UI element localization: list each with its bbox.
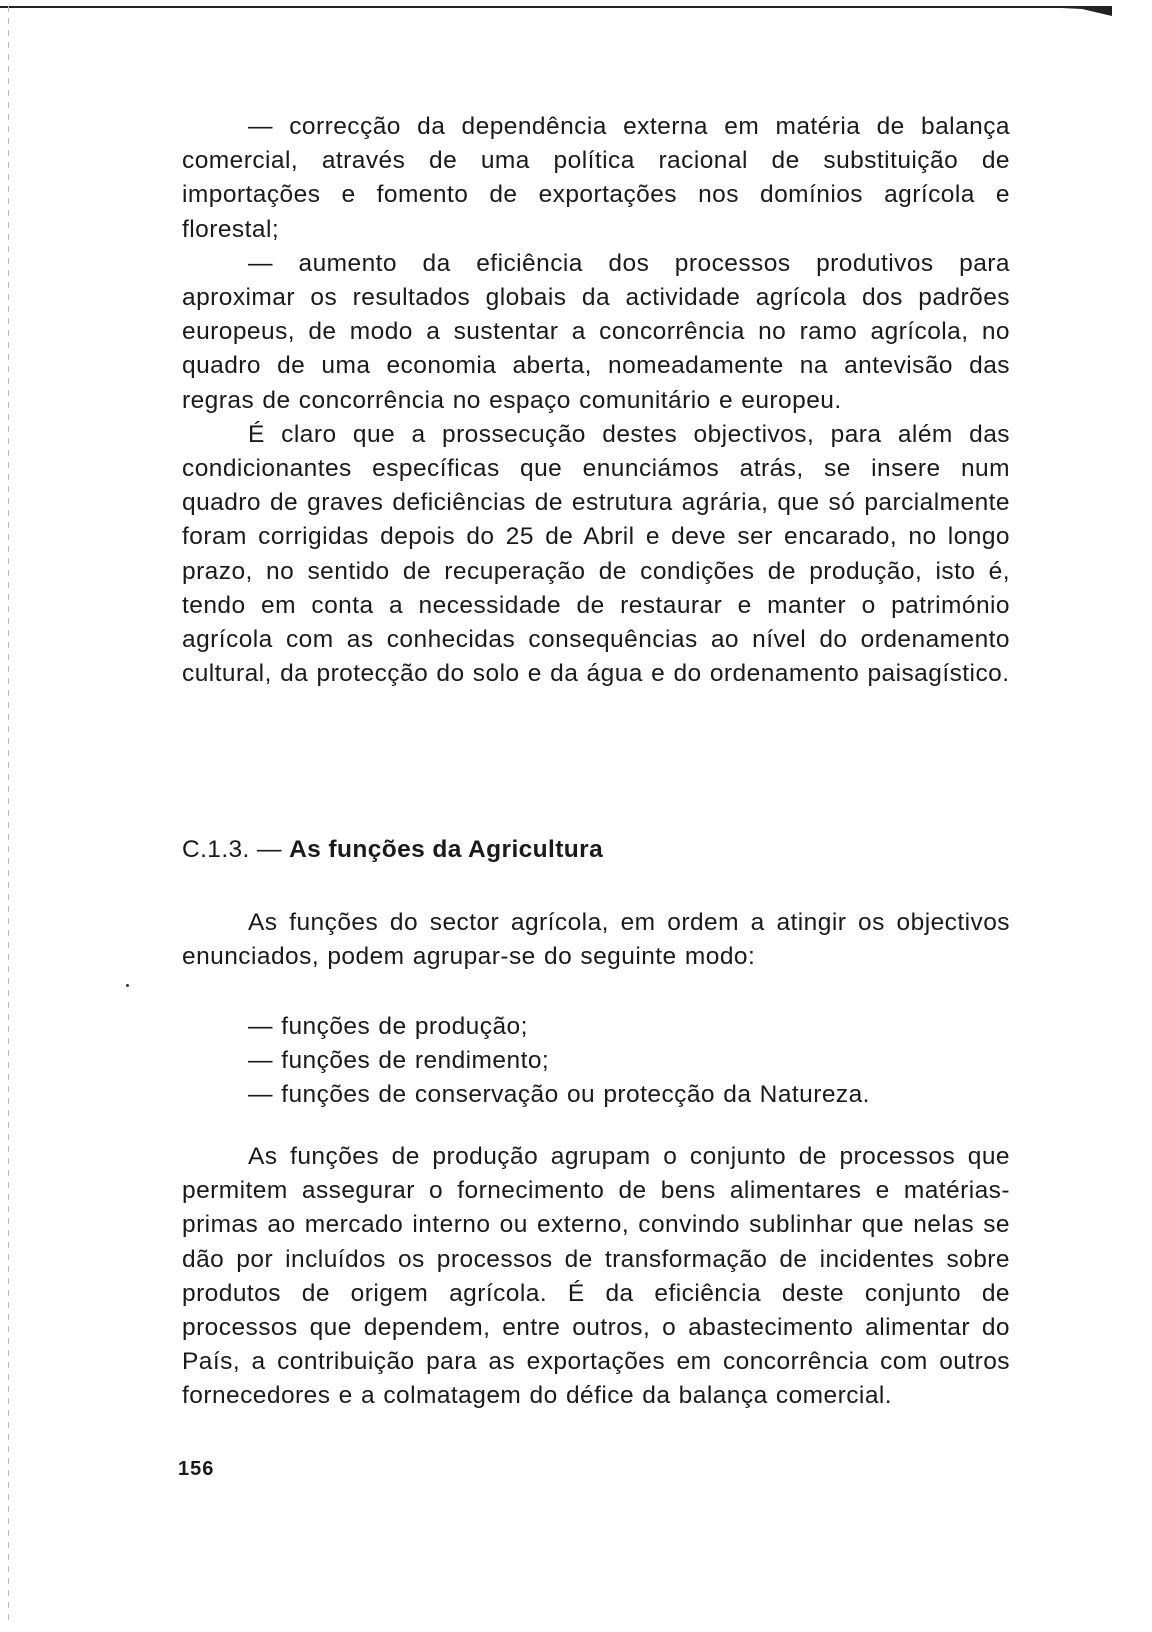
paragraph-funcoes-producao: As funções de produção agrupam o conjunto de processos que permitem assegurar o fornecimento de bens alimentares e matérias-primas ao mercado interno ou externo, convindo sublinhar que nelas se dão por incluídos os processos de transformação de incidentes sobre produtos de origem agrícola. É da eficiência deste conjunto de processos que dependem, entre outros, o abastecimento alimentar do País, a contribuição para as exportações em concorrência com outros fornecedores e a colmatagem do défice da balança comercial. (182, 1143, 1010, 1410)
paragraph-dependencia: — correcção da dependência externa em matéria de balança comercial, através de uma política racional de substituição de importações e fomento de exportações nos domínios agrícola e florestal; (182, 113, 1010, 243)
paragraph-eficiencia: — aumento da eficiência dos processos produtivos para aproximar os resultados globais da actividade agrícola dos padrões europeus, de modo a sustentar a concorrência no ramo agrícola, no quadro de uma economia aberta, nomeadamente na antevisão das regras de concorrência no espaço comunitário e europeu. (182, 249, 1010, 414)
functions-list (182, 1010, 1010, 1113)
text-block-objectives (182, 110, 1010, 691)
section-heading (182, 836, 603, 864)
list-item: — funções de produção; (248, 1013, 528, 1040)
list-item: — funções de rendimento; (248, 1047, 550, 1075)
list-item: — funções de conservação ou protecção da Natureza. (248, 1081, 870, 1109)
corner-mark (1062, 6, 1112, 16)
left-scan-edge (8, 6, 9, 1626)
paragraph-prossecucao: É claro que a prossecução destes objectivos, para além das condicionantes específicas que enunciámos atrás, se insere num quadro de graves deficiências de estrutura agrária, que só parcialmente foram corrigidas depois do 25 de Abril e deve ser encarado, no longo prazo, no sentido de recuperação de condições de produção, isto é, tendo em conta a necessidade de restaurar e manter o património agrícola com as conhecidas consequências ao nível do ordenamento cultural, da protecção do solo e da água e do ordenamento paisagístico. (182, 420, 1010, 688)
text-block-production (182, 1140, 1010, 1414)
top-border-line (0, 6, 1110, 8)
paragraph-funcoes-intro: As funções do sector agrícola, em ordem a atingir os objectivos enunciados, podem agrupar-se do seguinte modo: (182, 909, 1010, 971)
section-title: As funções da Agricultura (289, 836, 604, 863)
text-block-functions-intro (182, 906, 1010, 974)
page-number: 156 (178, 1458, 215, 1480)
section-number: C.1.3. — (182, 836, 282, 863)
margin-dot (126, 984, 129, 987)
